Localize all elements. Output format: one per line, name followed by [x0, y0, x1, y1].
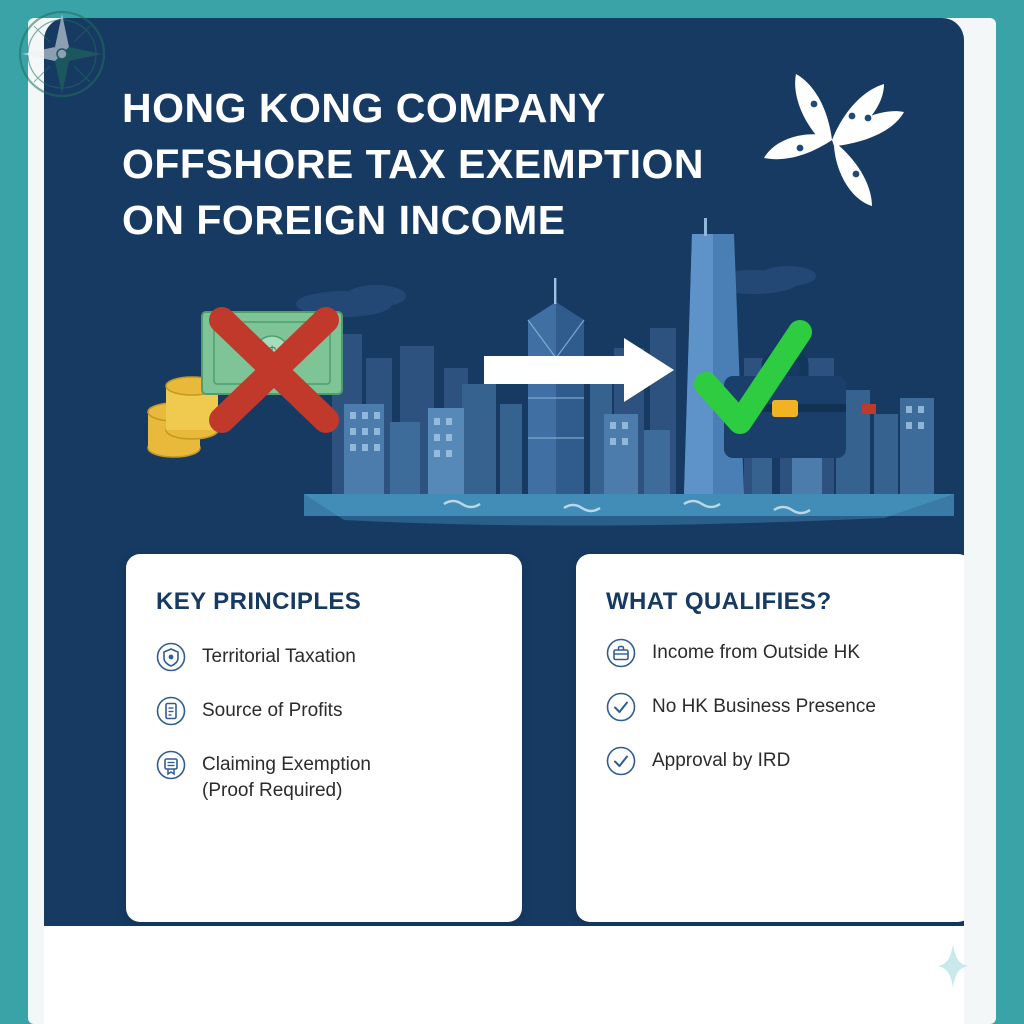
title-line-3: ON FOREIGN INCOME [122, 197, 566, 243]
list-item [606, 640, 942, 668]
bauhinia-flower-icon [752, 60, 912, 220]
list-item [606, 694, 942, 722]
list-item-label: No HK Business Presence [652, 696, 876, 717]
check-circle-icon [606, 746, 636, 776]
list-item [156, 698, 492, 726]
list-item [156, 752, 492, 804]
sparkle-icon [938, 944, 968, 988]
briefcase-icon [606, 638, 636, 668]
title-line-1: HONG KONG COMPANY [122, 85, 606, 131]
list-item-label: Income from Outside HK [652, 642, 861, 663]
document-icon [156, 696, 186, 726]
list-item-label: Approval by IRD [652, 750, 791, 771]
list-item [606, 748, 942, 776]
illustration [144, 208, 954, 528]
money-illustration [148, 312, 342, 457]
shield-icon [156, 642, 186, 672]
list-item-label: Claiming Exemption (Proof Required) [202, 754, 371, 801]
list-item-label: Territorial Taxation [202, 646, 356, 667]
card-heading: WHAT QUALIFIES? [606, 588, 832, 615]
list-item [156, 644, 492, 672]
list-item-label: Source of Profits [202, 700, 343, 721]
page-title [122, 80, 782, 248]
certificate-icon [156, 750, 186, 780]
info-cards [126, 554, 964, 922]
check-circle-icon [606, 692, 636, 722]
poster-panel [44, 18, 964, 926]
card-what-qualifies [576, 554, 964, 922]
bottom-strip [44, 926, 964, 1024]
card-key-principles [126, 554, 522, 922]
card-heading: KEY PRINCIPLES [156, 588, 362, 615]
title-line-2: OFFSHORE TAX EXEMPTION [122, 141, 704, 187]
